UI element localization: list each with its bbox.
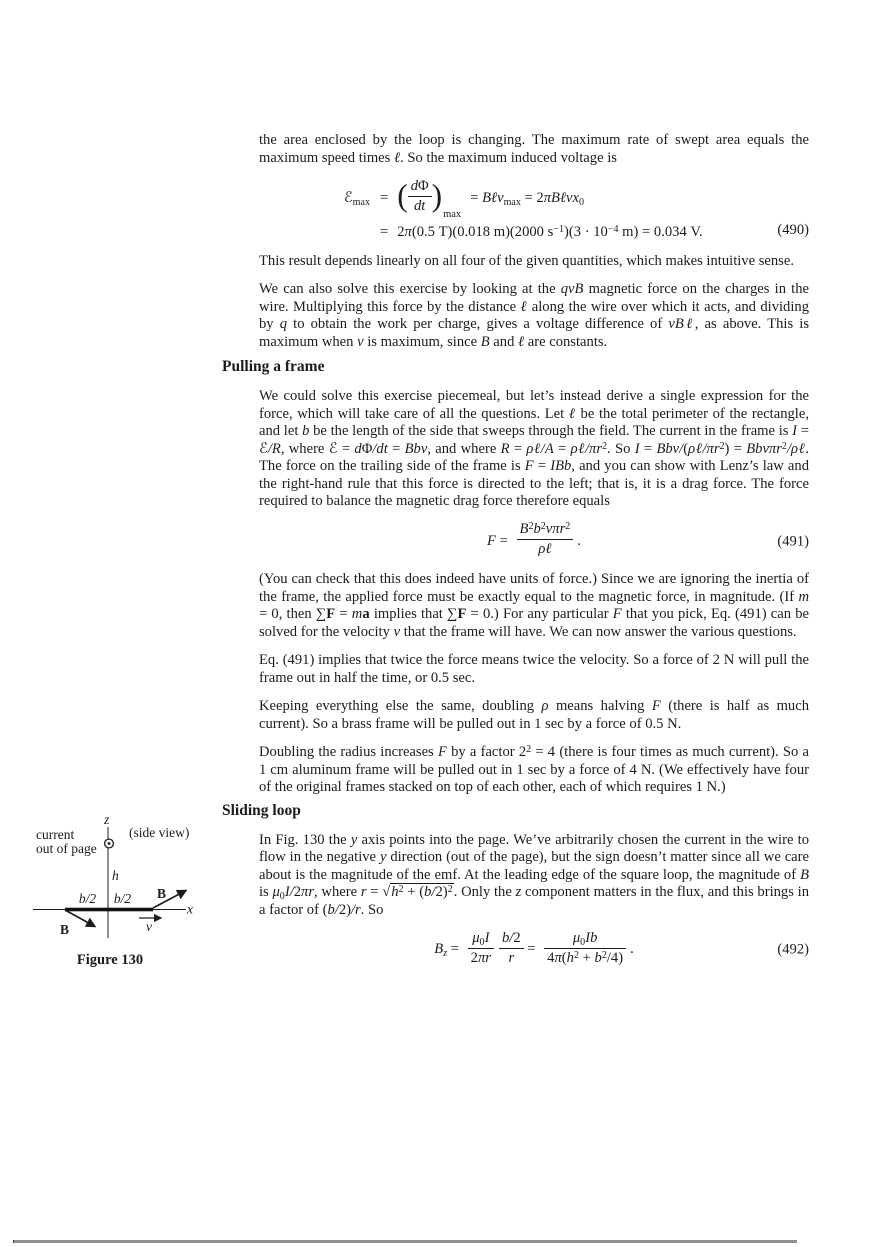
force-fraction [517, 521, 574, 558]
numeric-result: 2π(0.5 T)(0.018 m)(2000 $s^{-1})(3 \cdot 10^{-4}$ m) = 0.034 V. [397, 224, 703, 241]
fraction-denominator: dt [413, 198, 426, 215]
loop-side-view-bar [65, 908, 153, 912]
equals-sign: = [380, 224, 389, 241]
open-paren: ( [397, 178, 408, 214]
height-label: h [112, 868, 119, 883]
current-label-line1: current [36, 827, 75, 842]
fraction-denominator: $4\pi(h^2 + b^2/4)$ [547, 949, 624, 966]
bottom-rule [14, 1240, 797, 1243]
fraction-numerator: b/2 [499, 930, 524, 949]
fraction-denominator: r [508, 949, 515, 966]
fraction-denominator: ρℓ [538, 541, 552, 558]
figure-caption: Figure 130 [76, 952, 144, 968]
equation-490-line-2 [222, 224, 809, 242]
z-axis-label: z [104, 812, 110, 827]
equation-number-492: (492) [777, 941, 809, 958]
figure-130 [28, 810, 208, 980]
force-lhs: F = [487, 533, 508, 549]
b-field-label-upper: B [157, 886, 167, 901]
fraction-numerator: dΦ [408, 178, 432, 197]
side-view-label: (side view) [129, 825, 190, 840]
current-label-line2: out of page [36, 841, 97, 856]
equation-491-body [259, 520, 809, 560]
b-field-arrow-lower [65, 910, 95, 927]
paragraph-sliding-loop: In Fig. 130 the y axis points into the page. We’ve arbitrarily chosen the current in the wire to flow in the negative y direction (out of the page), but the sign doesn’t matter since all we care about is the magnitude of the emf. At the leading edge of the square loop, the magnitude of B is $\mu_0I/2\pi r$, where $r = √h^2 + (b/2)^2$. Only the z component matters in the flux, and this brings in a factor of (b/2)/r. So [259, 831, 809, 918]
equation-490 [222, 180, 809, 242]
equals-sign: = [527, 941, 536, 958]
equation-period: . [577, 533, 581, 549]
dphi-dt-fraction [408, 178, 432, 215]
symbolic-result: = Bℓv$_{max}$ = 2πBℓνx$_0$ [470, 190, 585, 209]
paragraph-doubling-radius: Doubling the radius increases F by a factor $2^2 = 4$ (there is four times as much current). So a 1 cm aluminum frame will be pulled out in 1 sec by a force of 4 N. (We effectively have four of the original frames stacked on top of each other, each of which requires 1 N.) [259, 744, 809, 796]
paragraph-qvb-force: We can also solve this exercise by looking at the qvB magnetic force on the charges in the wire. Multiplying this force by the distance ℓ along the wire over which it acts, and dividing by q to obtain the work per charge, gives a voltage difference of vBℓ, as above. This is maximum when v is maximum, since B and ℓ are constants. [259, 281, 809, 350]
current-dot-icon [108, 842, 111, 845]
max-subscript: max [443, 209, 462, 221]
equation-492 [222, 931, 809, 968]
velocity-label: v [146, 919, 152, 934]
paragraph-intro: the area enclosed by the loop is changing. The maximum rate of swept area equals the maximum speed times ℓ. So the maximum induced voltage is [259, 132, 809, 166]
combined-fraction [544, 930, 626, 967]
fraction-numerator: $\mu_0I$ [468, 930, 494, 949]
paragraph-doubling-rho: Keeping everything else the same, doubling ρ means halving F (there is half as much current). So a brass frame will be pulled out in 1 sec by a force of 0.5 N. [259, 698, 809, 732]
paragraph-units-check: (You can check that this does indeed have units of force.) Since we are ignoring the inertia of the frame, the applied force must be exactly equal to the magnetic force, in magnitude. (If m = 0, then ∑F = ma implies that ∑F = 0.) For any particular F that you pick, Eq. (491) can be solved for the velocity v that the frame will have. We can now answer the various questions. [259, 571, 810, 640]
mu0I-over-2pir-fraction [468, 930, 494, 967]
equation-number-490: (490) [777, 222, 809, 239]
text-column [222, 0, 809, 969]
b-field-label-lower: B [60, 922, 70, 937]
bz-lhs: $B_z$ = [434, 941, 460, 960]
b2-over-r-fraction [499, 930, 524, 967]
equation-492-body [259, 931, 809, 968]
section-heading-pulling-a-frame: Pulling a frame [222, 358, 325, 376]
close-paren: ) [431, 178, 443, 214]
half-width-label-left: b/2 [78, 891, 97, 906]
paragraph-twice-force: Eq. (491) implies that twice the force means twice the velocity. So a force of 2 N will pull the frame out in half the time, or 0.5 sec. [259, 652, 809, 686]
half-width-label-right: b/2 [113, 891, 132, 906]
paragraph-frame-derivation: We could solve this exercise piecemeal, but let’s instead derive a single expression for the force, which will take care of all the questions. Let ℓ be the total perimeter of the rectangle, and let b be the length of the side that sweeps through the field. The current in the frame is I = ℰ/R, where ℰ = dΦ/dt = Bbv, and where R = ρℓ/A = $\rho\ell/\pi r^2$. So I = Bbv/$(\rho\ell/\pi r^2)$ = Bbvπr$^2$/ρℓ. The force on the trailing side of the frame is F = IBb, and you can show with Lenz’s law and the right-hand rule that this force is directed to the left; that is, it is a drag force. The force required to balance the magnetic drag force therefore equals [259, 388, 810, 510]
paragraph-result-linear: This result depends linearly on all four of the given quantities, which makes intuitive sense. [259, 252, 794, 269]
x-axis-label: x [187, 901, 193, 917]
fraction-numerator: $\mu_0Ib$ [544, 930, 626, 949]
equation-491 [222, 520, 809, 560]
section-heading-sliding-loop: Sliding loop [222, 801, 301, 819]
equation-number-491: (491) [777, 532, 809, 549]
equation-period: . [630, 941, 634, 958]
fraction-numerator: $B^2b^2v\pi r^2$ [517, 521, 574, 540]
fraction-denominator: 2πr [470, 949, 491, 966]
equation-490-line-1 [222, 178, 809, 221]
equals-sign: = [380, 190, 389, 207]
emf-max-symbol: ℰ$_{max}$ [343, 190, 370, 209]
